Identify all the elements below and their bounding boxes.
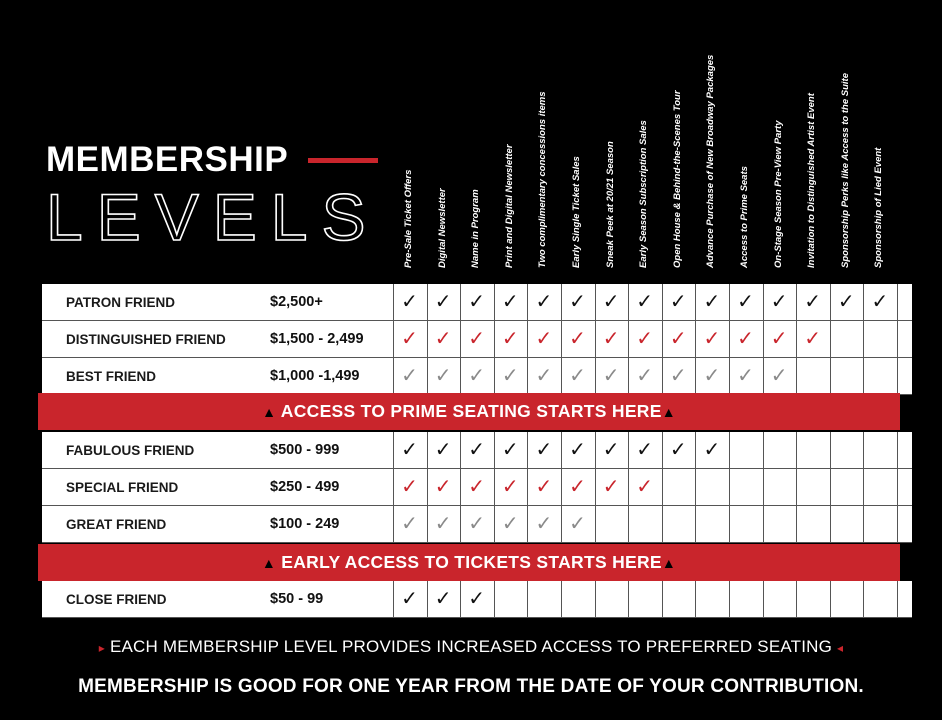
footer-note	[0, 637, 942, 657]
banner-early-text: EARLY ACCESS TO TICKETS STARTS HERE	[281, 552, 662, 572]
check-icon: ✓	[535, 474, 553, 498]
check-icon: ✓	[703, 363, 721, 387]
level-price: $1,500 - 2,499	[270, 331, 364, 347]
table-row	[42, 284, 912, 321]
grid-line	[830, 358, 831, 395]
column-header: Sneak Peek at 20/21 Season	[604, 141, 616, 268]
check-icon: ✓	[871, 289, 889, 313]
level-name: PATRON FRIEND	[66, 295, 175, 310]
check-icon: ✓	[501, 289, 519, 313]
grid-line	[796, 506, 797, 543]
column-header: Two complimentary concessions items	[537, 91, 549, 268]
row-divider	[42, 542, 912, 543]
check-icon: ✓	[804, 326, 822, 350]
check-icon: ✓	[535, 289, 553, 313]
column-header: Name in Program	[470, 189, 482, 268]
check-icon: ✓	[737, 289, 754, 313]
table-row	[42, 581, 912, 618]
table-row	[42, 506, 912, 543]
check-icon: ✓	[669, 289, 687, 313]
grid-line	[897, 469, 898, 506]
check-icon: ✓	[535, 363, 553, 387]
level-name: CLOSE FRIEND	[66, 592, 167, 607]
check-icon: ✓	[401, 363, 418, 387]
grid-line	[763, 432, 764, 469]
table-row	[42, 321, 912, 358]
grid-line	[863, 432, 864, 469]
level-name: BEST FRIEND	[66, 369, 157, 384]
check-icon: ✓	[401, 586, 418, 610]
check-icon: ✓	[569, 437, 586, 461]
grid-line	[897, 432, 898, 469]
grid-line	[662, 506, 663, 543]
triangle-right-icon: ▸	[98, 641, 105, 655]
grid-line	[662, 581, 663, 618]
triangle-up-icon: ▲	[661, 404, 676, 420]
column-header: Pre-Sale Ticket Offers	[403, 169, 414, 268]
column-header: Invitation to Distinguished Artist Event	[806, 93, 818, 268]
triangle-left-icon: ◂	[837, 641, 844, 655]
check-icon: ✓	[636, 474, 654, 498]
check-icon: ✓	[535, 326, 553, 350]
level-price: $1,000 -1,499	[270, 368, 360, 384]
grid-line	[796, 581, 797, 618]
check-icon: ✓	[669, 437, 687, 461]
table-row	[42, 432, 912, 469]
check-icon: ✓	[770, 289, 788, 313]
level-price: $250 - 499	[270, 479, 340, 495]
check-icon: ✓	[737, 326, 754, 350]
column-header: Access to Prime Seats	[739, 166, 750, 268]
grid-line	[897, 358, 898, 395]
check-icon: ✓	[434, 326, 452, 350]
check-icon: ✓	[602, 437, 620, 461]
row-divider	[42, 617, 912, 618]
footer-validity: MEMBERSHIP IS GOOD FOR ONE YEAR FROM THE DATE OF YOUR CONTRIBUTION.	[78, 676, 864, 697]
column-header: Sponsorship Perks like Access to the Suite	[839, 73, 851, 268]
table-row	[42, 469, 912, 506]
grid-line	[863, 358, 864, 395]
check-icon: ✓	[468, 326, 486, 350]
check-icon: ✓	[703, 289, 721, 313]
grid-line	[830, 321, 831, 358]
triangle-up-icon: ▲	[261, 555, 277, 571]
check-icon: ✓	[434, 363, 452, 387]
check-icon: ✓	[501, 437, 519, 461]
grid-line	[763, 506, 764, 543]
check-icon: ✓	[602, 363, 620, 387]
check-icon: ✓	[434, 289, 452, 313]
grid-line	[561, 581, 562, 618]
check-icon: ✓	[569, 511, 586, 535]
check-icon: ✓	[770, 326, 788, 350]
level-price: $500 - 999	[270, 442, 340, 458]
check-icon: ✓	[737, 363, 754, 387]
grid-line	[796, 358, 797, 395]
check-icon: ✓	[501, 474, 519, 498]
grid-line	[763, 469, 764, 506]
level-price: $100 - 249	[270, 516, 340, 532]
column-header: Early Season Subscription Sales	[638, 120, 650, 268]
level-name: GREAT FRIEND	[66, 517, 167, 532]
check-icon: ✓	[434, 586, 452, 610]
grid-line	[830, 506, 831, 543]
check-icon: ✓	[535, 511, 553, 535]
grid-line	[897, 506, 898, 543]
check-icon: ✓	[636, 289, 654, 313]
check-icon: ✓	[669, 326, 687, 350]
grid-line	[695, 506, 696, 543]
check-icon: ✓	[569, 474, 586, 498]
check-icon: ✓	[804, 289, 822, 313]
grid-line	[729, 581, 730, 618]
column-header: Advance Purchase of New Broadway Packages	[705, 54, 717, 268]
banner-prime-seating	[38, 393, 900, 430]
banner-prime-text: ACCESS TO PRIME SEATING STARTS HERE	[280, 401, 662, 421]
check-icon: ✓	[468, 586, 486, 610]
grid-line	[863, 469, 864, 506]
grid-line	[729, 506, 730, 543]
grid-line	[628, 506, 629, 543]
check-icon: ✓	[468, 474, 486, 498]
grid-line	[729, 469, 730, 506]
grid-line	[830, 469, 831, 506]
check-icon: ✓	[501, 511, 519, 535]
grid-line	[695, 469, 696, 506]
grid-line	[897, 581, 898, 618]
check-icon: ✓	[569, 363, 586, 387]
grid-line	[897, 321, 898, 358]
title-levels-outline	[46, 180, 386, 250]
grid-line	[863, 506, 864, 543]
table-row	[42, 358, 912, 395]
check-icon: ✓	[703, 326, 721, 350]
check-icon: ✓	[636, 326, 654, 350]
check-icon: ✓	[636, 363, 654, 387]
check-icon: ✓	[669, 363, 687, 387]
grid-line	[595, 506, 596, 543]
banner-early-access	[38, 544, 900, 581]
level-name: FABULOUS FRIEND	[66, 443, 195, 458]
check-icon: ✓	[501, 363, 519, 387]
grid-line	[763, 581, 764, 618]
footer-note-text: EACH MEMBERSHIP LEVEL PROVIDES INCREASED ACCESS TO PREFERRED SEATING	[109, 637, 833, 656]
triangle-up-icon: ▲	[262, 404, 277, 420]
column-header: Sponsorship of Lied Event	[873, 147, 885, 268]
check-icon: ✓	[401, 474, 418, 498]
grid-line	[662, 469, 663, 506]
grid-line	[796, 432, 797, 469]
level-price: $2,500+	[270, 294, 323, 310]
check-icon: ✓	[535, 437, 553, 461]
column-header: Open House & Behind-the-Scenes Tour	[671, 90, 683, 268]
level-name: SPECIAL FRIEND	[66, 480, 179, 495]
check-icon: ✓	[602, 474, 620, 498]
check-icon: ✓	[434, 474, 452, 498]
check-icon: ✓	[468, 289, 486, 313]
grid-line	[830, 432, 831, 469]
grid-line	[595, 581, 596, 618]
grid-line	[527, 581, 528, 618]
grid-line	[729, 432, 730, 469]
title-levels-text: LEVELS	[46, 180, 380, 250]
check-icon: ✓	[569, 289, 586, 313]
check-icon: ✓	[501, 326, 519, 350]
level-price: $50 - 99	[270, 591, 324, 607]
triangle-up-icon: ▲	[661, 555, 677, 571]
check-icon: ✓	[468, 511, 486, 535]
check-icon: ✓	[569, 326, 586, 350]
check-icon: ✓	[602, 326, 620, 350]
check-icon: ✓	[434, 437, 452, 461]
check-icon: ✓	[602, 289, 620, 313]
check-icon: ✓	[468, 437, 486, 461]
grid-line	[695, 581, 696, 618]
check-icon: ✓	[703, 437, 721, 461]
title-accent-rule	[308, 158, 378, 163]
level-name: DISTINGUISHED FRIEND	[66, 332, 226, 347]
check-icon: ✓	[401, 437, 418, 461]
check-icon: ✓	[401, 289, 418, 313]
grid-line	[897, 284, 898, 321]
check-icon: ✓	[401, 511, 418, 535]
check-icon: ✓	[770, 363, 788, 387]
check-icon: ✓	[636, 437, 654, 461]
grid-line	[830, 581, 831, 618]
column-header: Digital Newsletter	[436, 188, 448, 268]
column-header: Early Single Ticket Sales	[571, 156, 582, 268]
title-membership: MEMBERSHIP	[46, 140, 289, 179]
grid-line	[796, 469, 797, 506]
check-icon: ✓	[837, 289, 855, 313]
check-icon: ✓	[434, 511, 452, 535]
grid-line	[628, 581, 629, 618]
grid-line	[863, 321, 864, 358]
grid-line	[863, 581, 864, 618]
column-header: Print and Digital Newsletter	[503, 144, 515, 268]
check-icon: ✓	[401, 326, 418, 350]
check-icon: ✓	[468, 363, 486, 387]
grid-line	[494, 581, 495, 618]
column-header: On-Stage Season Pre-View Party	[772, 120, 784, 268]
